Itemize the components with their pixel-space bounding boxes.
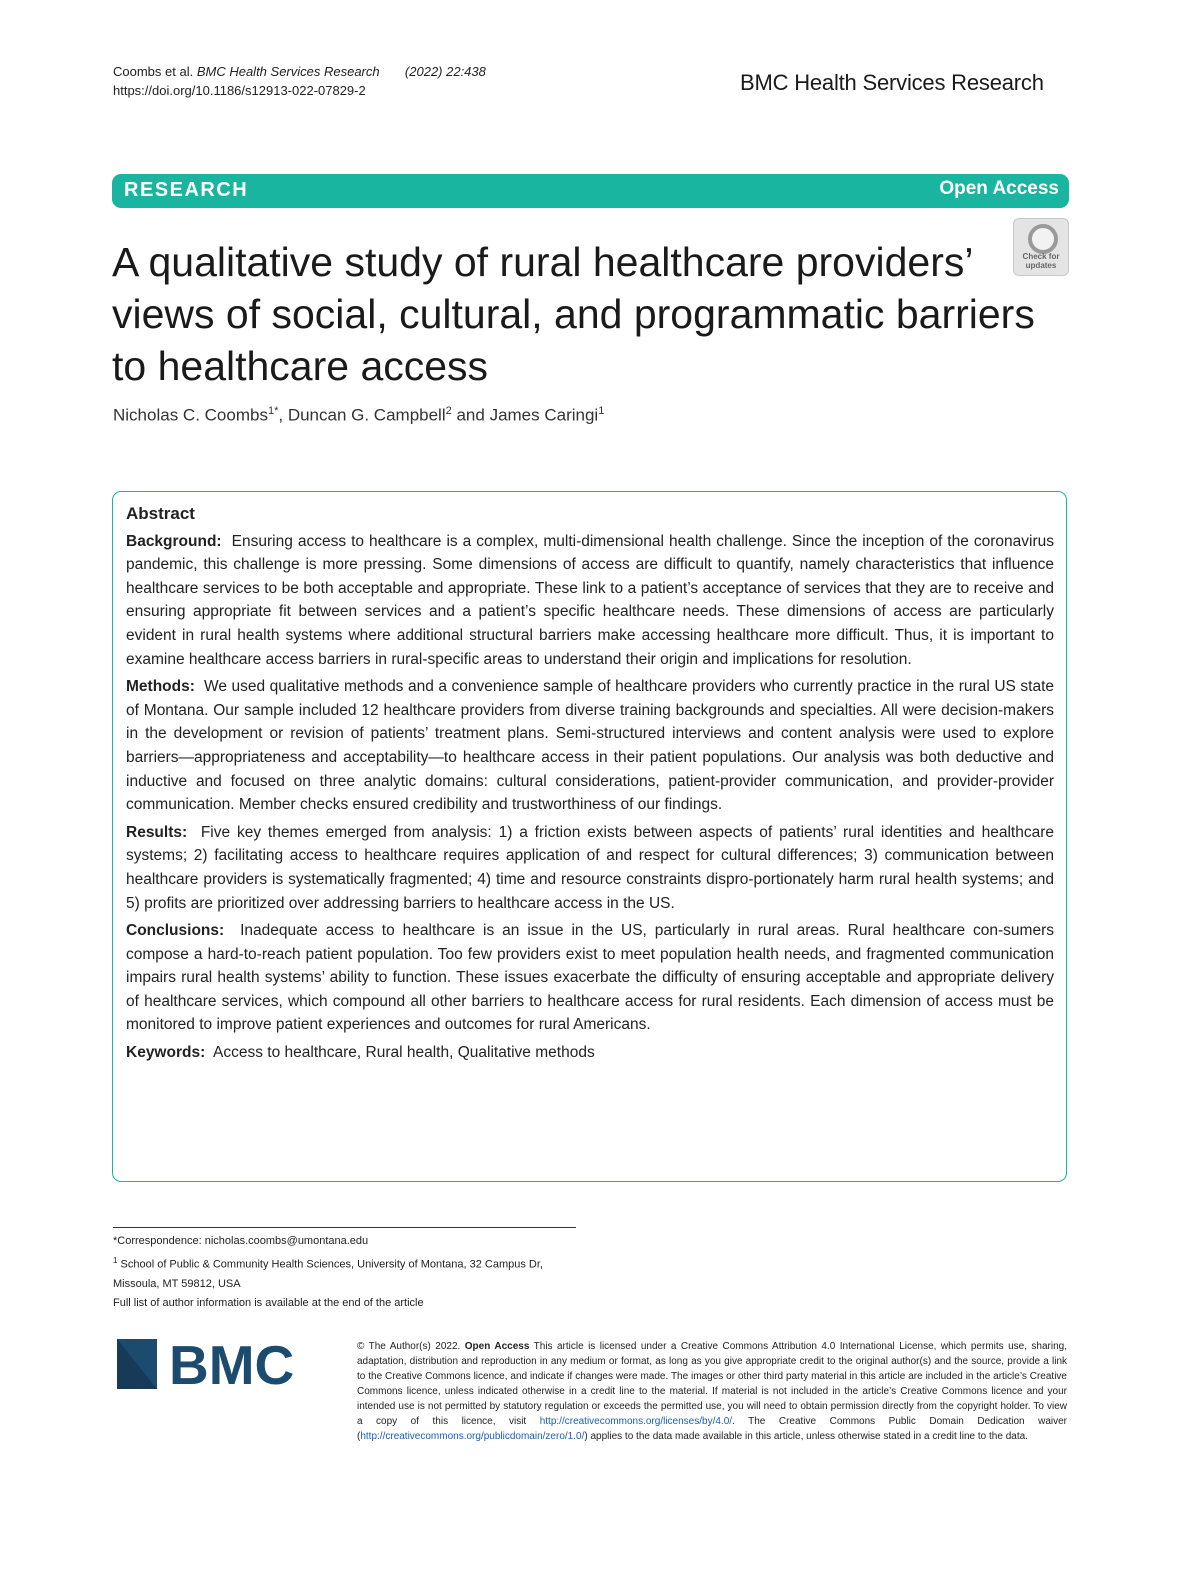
citation-journal: BMC Health Services Research (196, 64, 380, 79)
author-name: James Caringi (489, 405, 599, 425)
author-affiliation-sup: 1* (267, 405, 279, 417)
author-list: Nicholas C. Coombs$^{1*}$, Duncan G. Campbell$^2$ and James Caringi$^1$ (113, 405, 605, 425)
open-access-label: Open Access (939, 178, 1059, 199)
license-text: © The Author(s) 2022. Open Access This article is licensed under a Creative Commons Attribution 4.0 International License, which permits use, sharing, adaptation, distribution and reproduction in any medium or format, as long as you give appropriate credit to the original author(s) and the source, provide a link to the Creative Commons licence, and indicate if changes were made. The images or other third party material in this article are included in the article’s Creative Commons licence, unless indicated otherwise in a credit line to the material. If material is not included in the article’s Creative Commons licence and your intended use is not permitted by statutory regulation or exceeds the permitted use, you will need to obtain permission directly from the copyright holder. To view a copy of this licence, visit http://creativecommons.org/licenses/by/4.0/. The Creative Commons Public Domain Dedication waiver (http://creativecommons.org/publicdomain/zero/1.0/) applies to the data made available in this article, unless otherwise stated in a credit line to the data. (357, 1341, 1068, 1442)
abstract-background: Background: Ensuring access to healthcare is a complex, multi-dimensional health challenge. Since the inception of the coronavirus pandemic, this challenge is more pressing. Some dimensions of access are difficult to quantify, namely characteristics that influence healthcare services to be both acceptable and appropriate. These link to a patient’s acceptance of services that they are to receive and ensuring appropriate fit between services and a patient’s specific healthcare needs. These dimensions of access are particularly evident in rural health systems where additional structural barriers make accessing healthcare more difficult. Thus, it is important to examine healthcare access barriers in rural-specific areas to understand their origin and implications for resolution. (126, 532, 1054, 668)
license-link[interactable]: http://creativecommons.org/licenses/by/4.0/ (539, 1416, 733, 1427)
footnote-divider (113, 1227, 576, 1228)
article-title: A qualitative study of rural healthcare providers’ views of social, cultural, and programmatic barriers to healthcare access (112, 239, 1035, 389)
doi-link[interactable]: https://doi.org/10.1186/s12913-022-07829-2 (113, 83, 366, 98)
author-affiliation-sup: 2 (445, 405, 452, 417)
article-type-banner (112, 174, 1069, 208)
correspondence-email[interactable]: *Correspondence: nicholas.coombs@umontana.edu (113, 1235, 369, 1247)
abstract-methods: Methods: We used qualitative methods and a convenience sample of healthcare providers who currently practice in the rural US state of Montana. Our sample included 12 healthcare providers from diverse training backgrounds and specialties. All were decision-makers in the development or revision of patients’ treatment plans. Semi-structured interviews and content analysis were used to explore barriers—appropriateness and acceptability—to healthcare access in their patient populations. Our analysis was both deductive and inductive and focused on three analytic domains: cultural considerations, patient-provider communication, and provider-provider communication. Member checks ensured credibility and trustworthiness of our findings. (126, 678, 1054, 814)
author-affiliation-sup: 1 (598, 405, 605, 417)
abstract-conclusions: Conclusions: Inadequate access to healthcare is an issue in the US, particularly in rural areas. Rural healthcare con-sumers compose a hard-to-reach patient population. Too few providers exist to meet population health needs, and fragmented communication impairs rural health systems’ ability to function. These issues exacerbate the difficulty of ensuring acceptable and appropriate delivery of healthcare services, which compound all other barriers to healthcare access for rural residents. Each dimension of access must be monitored to improve patient experiences and outcomes for rural Americans. (126, 922, 1054, 1034)
abstract-keywords: Keywords: Access to healthcare, Rural health, Qualitative methods (126, 1044, 595, 1062)
bmc-logo-text: BMC (169, 1337, 295, 1391)
check-for-updates-label: Check for updates (1022, 252, 1060, 270)
author-name: Nicholas C. Coombs (113, 405, 268, 425)
footnotes (113, 1232, 583, 1313)
citation-year-volume: (2022) 22:438 (404, 64, 486, 79)
bmc-logo (117, 1337, 329, 1391)
journal-name: BMC Health Services Research (740, 70, 1044, 95)
affiliation: $^1$ School of Public & Community Health Sciences, University of Montana, 32 Campus Dr, Missoula, MT 59812, USA (113, 1256, 543, 1290)
public-domain-link[interactable]: http://creativecommons.org/publicdomain/zero/1.0/ (360, 1431, 585, 1442)
full-author-info-note: Full list of author information is available at the end of the article (113, 1296, 424, 1309)
abstract-box (112, 491, 1067, 1182)
author-name: Duncan G. Campbell (287, 405, 446, 425)
citation-authors: Coombs et al. (113, 64, 194, 79)
abstract-results: Results: Five key themes emerged from analysis: 1) a friction exists between aspects of patients’ rural identities and healthcare systems; 2) facilitating access to healthcare requires application of and respect for cultural differences; 3) communication between healthcare providers is systematically fragmented; 4) time and resource constraints dispro-portionately harm rural health systems; and 5) profits are prioritized over addressing barriers to healthcare access in the US. (126, 823, 1054, 912)
citation-line (113, 63, 486, 81)
abstract-heading: Abstract (126, 504, 195, 523)
article-type-label: RESEARCH (124, 179, 249, 201)
